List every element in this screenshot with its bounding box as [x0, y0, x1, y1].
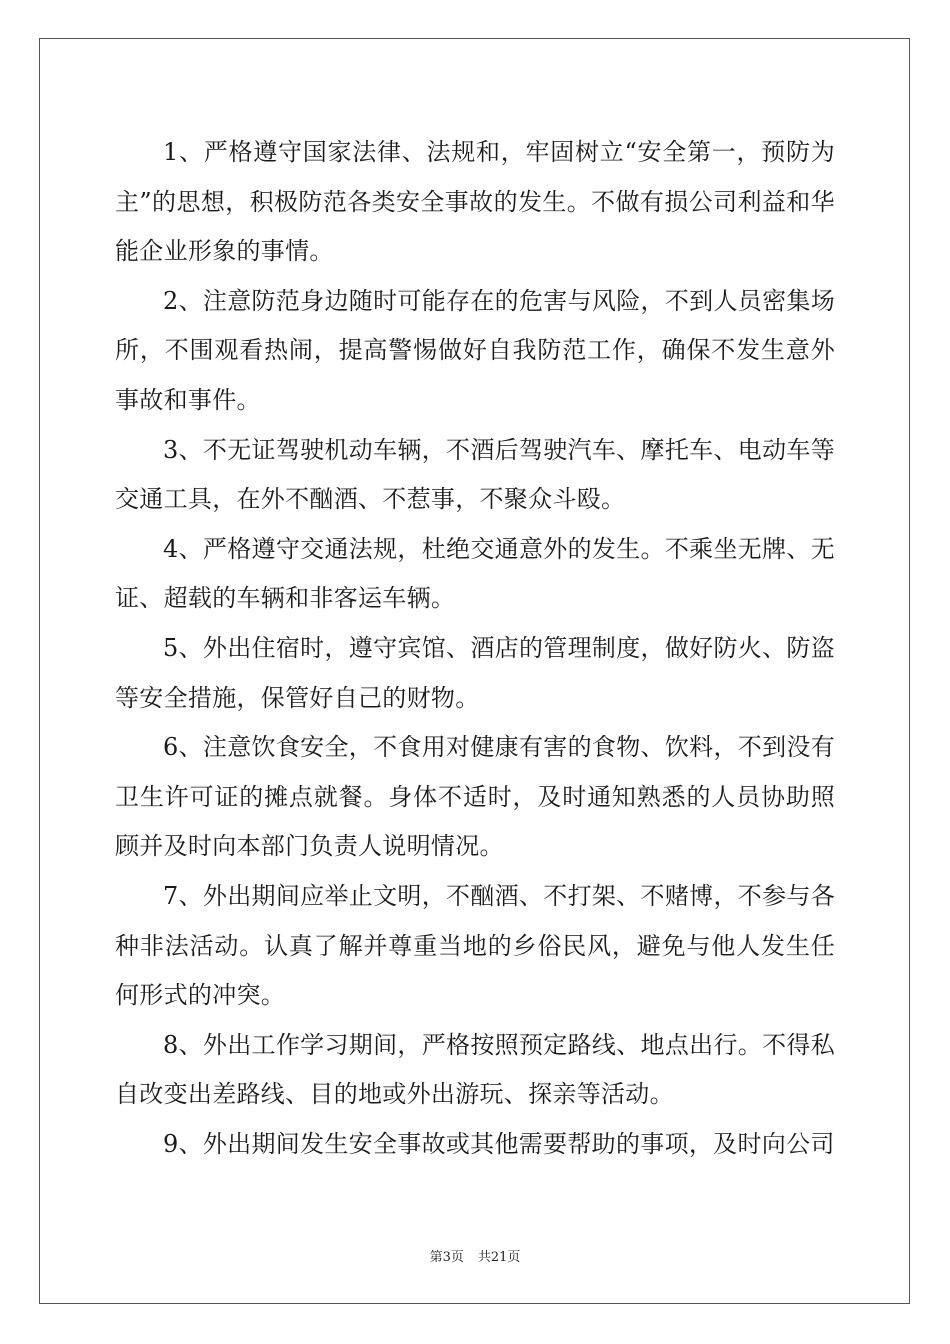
- page-footer: [0, 1246, 950, 1265]
- document-body: [115, 128, 835, 1169]
- paragraph-5: 5、外出住宿时，遵守宾馆、酒店的管理制度，做好防火、防盗等安全措施，保管好自己的财物。: [115, 633, 835, 712]
- paragraph-9: 9、外出期间发生安全事故或其他需要帮助的事项，及时向公司: [163, 1129, 835, 1158]
- paragraph-7: 7、外出期间应举止文明，不酗酒、不打架、不赌博，不参与各种非法活动。认真了解并尊重当地的乡俗民风，避免与他人发生任何形式的冲突。: [115, 881, 835, 1010]
- paragraph-2: 2、注意防范身边随时可能存在的危害与风险，不到人员密集场所，不围观看热闹，提高警惕做好自我防范工作，确保不发生意外事故和事件。: [115, 286, 835, 414]
- page-total: 共21页: [477, 1250, 521, 1265]
- page-number: 第3页: [429, 1250, 464, 1265]
- paragraph-4: 4、严格遵守交通法规，杜绝交通意外的发生。不乘坐无牌、无证、超载的车辆和非客运车辆。: [115, 534, 835, 613]
- paragraph-1: 1、严格遵守国家法律、法规和，牢固树立“安全第一，预防为主”的思想，积极防范各类安全事故的发生。不做有损公司利益和华能企业形象的事情。: [115, 138, 835, 266]
- paragraph-6: 6、注意饮食安全，不食用对健康有害的食物、饮料，不到没有卫生许可证的摊点就餐。身体不适时，及时通知熟悉的人员协助照顾并及时向本部门负责人说明情况。: [115, 733, 835, 861]
- paragraph-8: 8、外出工作学习期间，严格按照预定路线、地点出行。不得私自改变出差路线、目的地或外出游玩、探亲等活动。: [115, 1030, 835, 1109]
- paragraph-3: 3、不无证驾驶机动车辆，不酒后驾驶汽车、摩托车、电动车等交通工具，在外不酗酒、不惹事，不聚众斗殴。: [115, 435, 835, 514]
